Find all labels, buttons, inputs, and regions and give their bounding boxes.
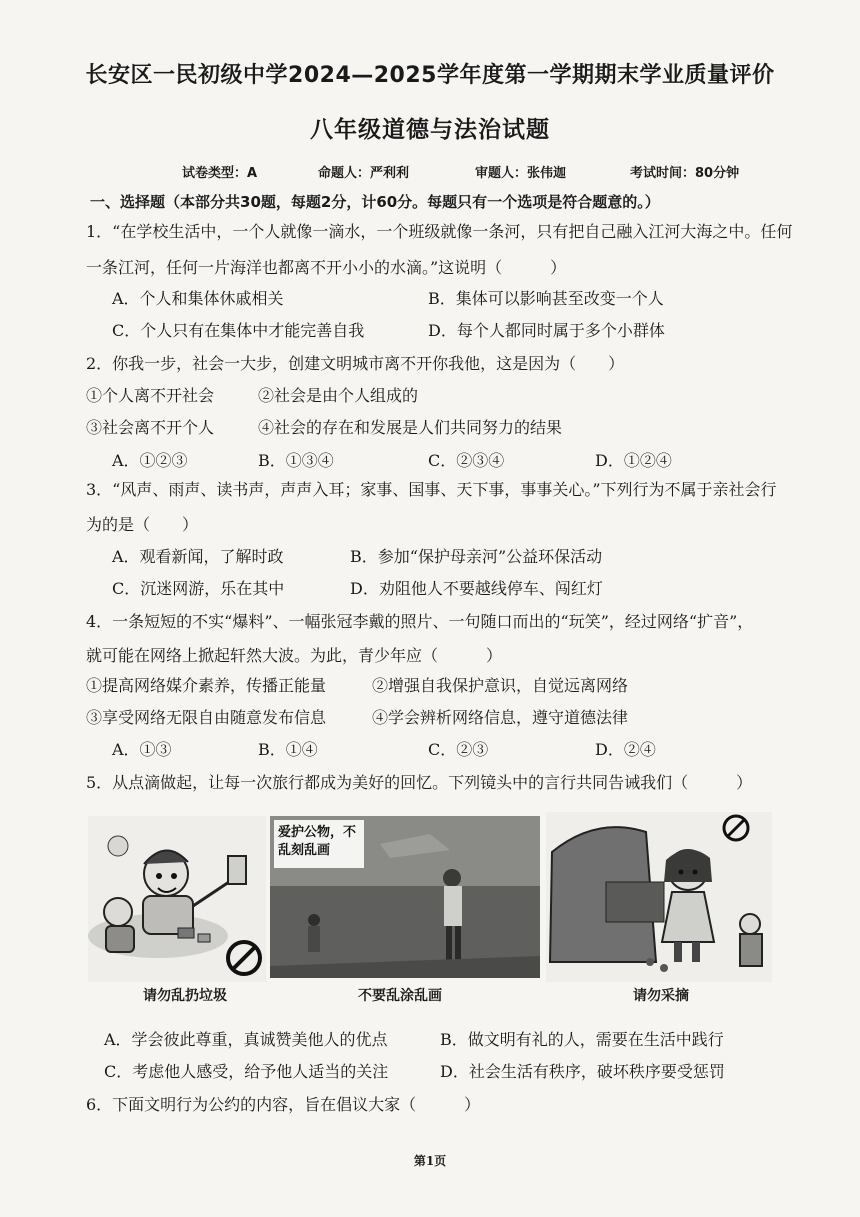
exam-subtitle: 八年级道德与法治试题 [310, 117, 550, 143]
q2-statement-3: ③社会离不开个人 [86, 418, 215, 437]
q3-option-d: D．劝阻他人不要越线停车、闯红灯 [350, 579, 603, 598]
q5-stem: 5．从点滴做起，让每一次旅行都成为美好的回忆。下列镜头中的言行共同告诫我们（ ） [86, 773, 753, 792]
cartoon-litter [88, 816, 266, 982]
q5-option-d: D．社会生活有秩序，破坏秩序要受惩罚 [440, 1062, 725, 1081]
caption-2: 不要乱涂乱画 [358, 988, 442, 1004]
q2-option-c: C．②③④ [428, 451, 505, 470]
q4-statement-2: ②增强自我保护意识，自觉远离网络 [372, 676, 629, 695]
q2-statement-1: ①个人离不开社会 [86, 386, 215, 405]
q4-option-b: B．①④ [258, 740, 318, 759]
q1-stem-line1: 1．“在学校生活中，一个人就像一滴水，一个班级就像一条河，只有把自己融入江河大海之中。任何 [86, 222, 793, 241]
q5-option-c: C．考虑他人感受，给予他人适当的关注 [104, 1062, 389, 1081]
q5-option-a: A．学会彼此尊重，真诚赞美他人的优点 [104, 1030, 388, 1049]
q4-statement-3: ③享受网络无限自由随意发布信息 [86, 708, 327, 727]
paper-type: 试卷类型：A [182, 166, 258, 181]
exam-time: 考试时间：80分钟 [630, 166, 740, 181]
q3-stem-line1: 3．“风声、雨声、读书声，声声入耳；家事、国事、天下事，事事关心。”下列行为不属于亲社会行 [86, 480, 777, 499]
q4-option-c: C．②③ [428, 740, 489, 759]
q4-stem-line1: 4．一条短短的不实“爆料”、一幅张冠李戴的照片、一句随口而出的“玩笑”，经过网络“扩音”， [86, 612, 754, 631]
q3-stem-line2: 为的是（ ） [86, 515, 199, 534]
caption-3: 请勿采摘 [633, 988, 689, 1004]
q1-option-a: A．个人和集体休戚相关 [112, 289, 284, 308]
q1-option-d: D．每个人都同时属于多个小群体 [428, 321, 665, 340]
exam-title: 长安区一民初级中学2024—2025学年度第一学期期末学业质量评价 [85, 63, 775, 88]
page-number: 第1页 [413, 1154, 447, 1168]
cartoon-litter-drawing [88, 816, 266, 982]
q1-stem-line2: 一条江河，任何一片海洋也都离不开小小的水滴。”这说明（ ） [86, 258, 567, 277]
section-heading: 一、选择题（本部分共30题，每题2分，计60分。每题只有一个选项是符合题意的。） [90, 193, 660, 211]
caption-1: 请勿乱扔垃圾 [143, 988, 227, 1004]
author: 命题人：严利利 [318, 166, 410, 181]
q4-statement-1: ①提高网络媒介素养，传播正能量 [86, 676, 327, 695]
q2-option-a: A．①②③ [112, 451, 188, 470]
q2-statement-4: ④社会的存在和发展是人们共同努力的结果 [258, 418, 563, 437]
q4-option-d: D．②④ [595, 740, 656, 759]
q5-option-b: B．做文明有礼的人，需要在生活中践行 [440, 1030, 724, 1049]
reviewer: 审题人：张伟迦 [475, 166, 567, 181]
q2-stem: 2．你我一步，社会一大步，创建文明城市离不开你我他，这是因为（ ） [86, 354, 625, 373]
q3-option-a: A．观看新闻，了解时政 [112, 547, 284, 566]
q2-option-b: B．①③④ [258, 451, 334, 470]
q2-statement-2: ②社会是由个人组成的 [258, 386, 419, 405]
cartoon-picking-drawing [546, 812, 772, 982]
q2-option-d: D．①②④ [595, 451, 672, 470]
q3-option-c: C．沉迷网游，乐在其中 [112, 579, 285, 598]
q1-option-c: C．个人只有在集体中才能完善自我 [112, 321, 365, 340]
q3-option-b: B．参加“保护母亲河”公益环保活动 [350, 547, 603, 566]
q4-statement-4: ④学会辨析网络信息，遵守道德法律 [372, 708, 629, 727]
photo-graffiti [270, 816, 540, 978]
graffiti-sign-text: 爱护公物，不乱刻乱画 [278, 825, 357, 858]
q4-stem-line2: 就可能在网络上掀起轩然大波。为此，青少年应（ ） [86, 646, 503, 665]
q4-option-a: A．①③ [112, 740, 172, 759]
q6-stem: 6．下面文明行为公约的内容，旨在倡议大家（ ） [86, 1095, 481, 1114]
q1-option-b: B．集体可以影响甚至改变一个人 [428, 289, 664, 308]
cartoon-picking [546, 812, 772, 982]
